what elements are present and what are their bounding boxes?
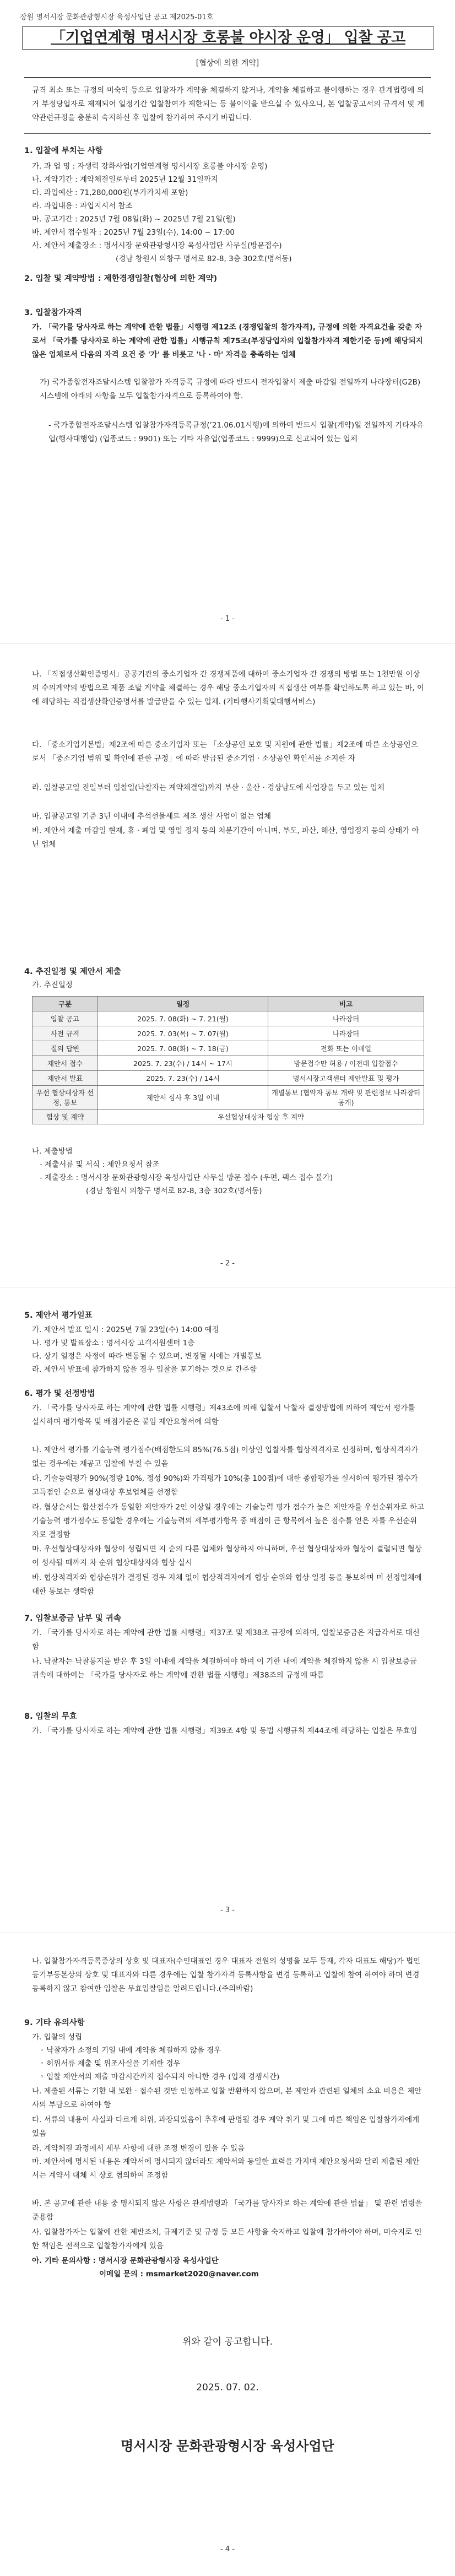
sec9-item-ga: 가. 입찰의 성립 bbox=[32, 2033, 83, 2042]
sec4-item-ga: 가. 추진일정 bbox=[32, 981, 73, 989]
table-cell: 제안서 접수 bbox=[32, 1056, 98, 1071]
table-header: 일정 bbox=[98, 997, 268, 1011]
section-2-title: 2. 입찰 및 계약방법 : 제한경쟁입찰(협상에 의한 계약) bbox=[24, 274, 218, 283]
sec3-item-ma: 마. 입찰공고일 기준 3년 이내에 추석선물세트 제조 생산 사업이 없는 업체 bbox=[32, 812, 271, 821]
table-cell: 질의 답변 bbox=[32, 1041, 98, 1056]
sec6-item: 라. 협상순서는 합산점수가 동일한 제안자가 2인 이상일 경우에는 기술능력 평가 점수가 높은 제안자를 우선순위자로 하고 기술능력 평가점수도 동일한 경우에는 기술능력의 세부평가항목 중 배점이 큰 항목에서 높은 점수를 얻은 자를 우선순위자로 결정함 bbox=[32, 1503, 424, 1539]
sec3-item-ba: 바. 제안서 제출 마감일 현재, 휴 · 폐업 및 영업 정지 등의 처분기간이 아니며, 부도, 파산, 해산, 영업정지 등의 상태가 아닌 업체 bbox=[32, 826, 419, 849]
sec6-item: 마. 우선협상대상자와 협상이 성립되면 지 순의 다른 업체와 협상하지 아니하며, 우선 협상대상자와 협상이 결렬되면 협상이 성사될 때까지 차 순위 협상대상자와 협상 실시 bbox=[32, 1545, 422, 1567]
page-number-3: - 3 - bbox=[220, 1906, 235, 1914]
intro-divider bbox=[24, 133, 431, 134]
sec9-contact: 아. 기타 문의사항 : 명서시장 문화관광형시장 육성사업단 bbox=[32, 2256, 219, 2265]
table-cell: 나라장터 bbox=[268, 1026, 424, 1041]
sec3-item-na: 나. 「직접생산확인증명서」공공기관의 중소기업자 간 경쟁제품에 대하여 중소기업자 간 경쟁의 방법 또는 1천만원 이상의 수의계약의 방법으로 제품 조달 계약을 체결하는 경우 해당 중소기업자의 직접생산 여부를 확인하도록 하고 있는 바, 이에 해당하는 직접생산확인증명서를 발급받을 수 있는 업체. (기타행사기획및대행서비스) bbox=[32, 670, 424, 706]
intro-paragraph: 규격 최소 또는 규정의 미숙익 등으로 입찰자가 계약을 체결하지 않거나, 계약을 체결하고 불이행하는 경우 관계법령에 의거 부정당업자로 제재되어 일정기간 입찰참여가 제한되는 등 불이익을 받으실 수 있사오니, 본 입찰공고서의 규격서 및 계약관련규정을 충분히 숙지하신 후 입찰에 참가하여 주시기 바랍니다. bbox=[32, 86, 424, 122]
announcement-number: 장원 명서시장 문화관광형시장 육성사업단 공고 제2025-01호 bbox=[20, 13, 214, 21]
top-divider bbox=[24, 77, 431, 78]
document-title: 「기업연계형 명서시장 호롱불 야시장 운영」 입찰 공고 bbox=[22, 26, 434, 50]
section-4-title: 4. 추진일정 및 제안서 제출 bbox=[24, 967, 121, 976]
page-break bbox=[0, 643, 455, 644]
sec6-item: 바. 협상적격자와 협상순위가 결정된 경우 지체 없이 협상적격자에게 협상 순위와 협상 일정 등을 통보하며 미 선정업체에 대한 통보는 생략함 bbox=[32, 1573, 422, 1596]
organization-name: 명서시장 문화관광형시장 육성사업단 bbox=[121, 2438, 334, 2454]
table-row bbox=[32, 1071, 424, 1086]
table-cell: 2025. 7. 23(수) / 14시 ~ 17시 bbox=[98, 1056, 268, 1071]
schedule-table bbox=[32, 996, 424, 1124]
section-5-title: 5. 제안서 평가일표 bbox=[24, 1311, 93, 1320]
sec9-item: 다. 서류의 내용이 사실과 다르게 허위, 과장되었음이 추후에 판명될 경우 계약 취기 및 그에 따른 책임은 입찰참가자에게 있음 bbox=[32, 2115, 420, 2138]
table-row bbox=[32, 1056, 424, 1071]
sec7-item: 나. 낙찰자는 낙찰통지를 받은 후 3일 이내에 계약을 체결하여야 하며 이 기한 내에 계약을 체결하지 않을 시 입찰보증금 귀속에 대하여는 「국가를 당사자로 하는 계약에 관한 법률 시행령」제38조의 규정에 따름 bbox=[32, 1657, 417, 1680]
sec3-item-ga2: - 국가종합전자조달시스템 입찰참가자격등록규정(’21.06.01시행)에 의하여 반드시 입찰(계약)일 전일까지 기타자유업(행사대행업) (업종코드 : 9901) 또는 기타 자유업(업종코드 : 9999)으로 신고되어 있는 업체 bbox=[48, 421, 424, 443]
sec4-na-sub: - 제출장소 : 명서시장 문화관광형시장 육성사업단 사무실 방문 접수 (우편, 팩스 접수 불가) bbox=[40, 1173, 333, 1182]
page-number-4: - 4 - bbox=[220, 2545, 235, 2553]
table-cell: 명서시장고객센터 제안발표 및 평가 bbox=[268, 1071, 424, 1086]
sec4-na-sub: - 제출서류 및 서식 : 제안요청서 참조 bbox=[40, 1160, 160, 1169]
closing-statement: 위와 같이 공고합니다. bbox=[182, 2336, 273, 2347]
sec6-item: 가. 「국가를 당사자로 하는 계약에 관한 법률 시행령」제43조에 의해 입찰서 낙찰자 결정방법에 의하여 제안서 평가를 실시하며 평가항목 및 배점기준은 붙임 제안요청서에 의함 bbox=[32, 1404, 415, 1426]
sec1-item: 바. 제안서 접수일자 : 2025년 7월 23일(수), 14:00 ~ 17:00 bbox=[32, 228, 235, 237]
sec9-ga-sub: ◦ 낙찰자가 소정의 기일 내에 계약을 체결하지 않을 경우 bbox=[40, 2046, 221, 2055]
sec1-item: 가. 과 업 명 : 자생력 강화사업(기업연계형 명서시장 호롱불 야시장 운영) bbox=[32, 162, 268, 171]
sec1-item: 나. 계약기간 : 계약체결일로부터 2025년 12월 31일까지 bbox=[32, 175, 219, 184]
section-6-title: 6. 평가 및 선정방법 bbox=[24, 1389, 95, 1398]
table-cell: 제안서 발표 bbox=[32, 1071, 98, 1086]
sec1-item: 라. 과업내용 : 과업지시서 참조 bbox=[32, 202, 133, 210]
sec5-item: 라. 제안서 발표에 참가하지 않을 경우 입찰을 포기하는 것으로 간주함 bbox=[32, 1365, 257, 1374]
sec1-item: 사. 제안서 제출장소 : 명서시장 문화관광형시장 육성사업단 사무실(방문접수) bbox=[32, 241, 282, 250]
page-number-2: - 2 - bbox=[220, 1259, 235, 1268]
contact-email: 이메일 문의 : msmarket2020@naver.com bbox=[99, 2270, 259, 2279]
section-7-title: 7. 입찰보증금 납부 및 귀속 bbox=[24, 1614, 121, 1623]
table-header: 구분 bbox=[32, 997, 98, 1011]
table-header-row bbox=[32, 997, 424, 1011]
sec6-item: 다. 기술능력평가 90%(정량 10%, 정성 90%)와 가격평가 10%(총 100점)에 대한 종합평가를 실시하여 평가된 점수가 고득점인 순으로 협상대상 후보업체를 선정함 bbox=[32, 1474, 418, 1497]
sec9-ga-sub: ◦ 입찰 제안서의 제출 마감시간까지 접수되지 아니한 경우 (업체 경쟁시간) bbox=[40, 2072, 280, 2081]
sec9-item: 나. 제출된 서류는 기한 내 보완 · 접수된 것만 인정하고 입찰 반환하지 않으며, 본 제안과 관련된 일체의 소요 비용은 제안사의 부담으로 하여야 함 bbox=[32, 2087, 422, 2109]
section-1-title: 1. 입찰에 부치는 사항 bbox=[24, 147, 103, 155]
sec9-item: 라. 계약체결 과정에서 세부 사항에 대한 조정 변경이 있을 수 있음 bbox=[32, 2144, 245, 2153]
sec1-address: (경남 창원시 의창구 명서로 82-8, 3층 302호(명서동) bbox=[116, 255, 292, 263]
contract-type-subtitle: [협상에 의한 계약] bbox=[196, 59, 259, 68]
sec9-ga-sub: ◦ 허위서류 제출 및 위조사실을 기재한 경우 bbox=[40, 2059, 181, 2068]
table-cell: 2025. 7. 08(화) ~ 7. 21(월) bbox=[98, 1011, 268, 1026]
table-cell: 개별통보 (협약자 통보 개략 및 관련정보 나라장터 공개) bbox=[268, 1086, 424, 1110]
table-row bbox=[32, 1110, 424, 1124]
sec3-item-ga: 가. 「국가를 당사자로 하는 계약에 관한 법률」시행령 제12조 (경쟁입찰의 참가자격), 규정에 의한 자격요건을 갖춘 자로서 「국가를 당사자로 하는 계약에 관한 법률」시행규칙 제75조(부정당업자의 입찰참가자격 제한기준 등)에 해당되지 않은 업체로서 다음의 자격 요건 중 '가' 를 비롯고 '나 · 마' 자격을 충족하는 업체 bbox=[32, 323, 423, 359]
table-cell: 2025. 7. 03(목) ~ 7. 07(월) bbox=[98, 1026, 268, 1041]
table-cell: 2025. 7. 08(화) ~ 7. 18(금) bbox=[98, 1041, 268, 1056]
sec7-item: 가. 「국가를 당사자로 하는 계약에 관한 법률 시행령」제37조 및 제38조 규정에 의하며, 입찰보증금은 지급각서로 대신함 bbox=[32, 1628, 420, 1651]
sec5-item: 가. 제안서 발표 일시 : 2025년 7월 23일(수) 14:00 예정 bbox=[32, 1325, 219, 1334]
sec1-item: 마. 공고기간 : 2025년 7월 08일(화) ~ 2025년 7월 21일(월) bbox=[32, 215, 236, 224]
table-row bbox=[32, 1086, 424, 1110]
table-cell: 우선협상대상자 협상 후 계약 bbox=[98, 1110, 424, 1124]
section-9-title: 9. 기타 유의사항 bbox=[24, 2018, 85, 2027]
sec6-item: 나. 제안서 평가를 기술능력 평가점수(배점한도의 85%(76.5점) 이상인 입찰자를 협상적격자로 선정하며, 협상적격자가 없는 경우에는 재공고 입찰에 부칠 수 있음 bbox=[32, 1446, 419, 1468]
sec5-item: 다. 상기 일정은 사정에 따라 변동될 수 있으며, 변경될 시에는 개별통보 bbox=[32, 1352, 262, 1361]
sec8-item: 가. 「국가를 당사자로 하는 계약에 관한 법률 시행령」제39조 4항 및 동법 시행규칙 제44조에 해당하는 입찰은 무효임 bbox=[32, 1727, 418, 1735]
table-cell: 나라장터 bbox=[268, 1011, 424, 1026]
announcement-date: 2025. 07. 02. bbox=[196, 2382, 259, 2393]
table-cell: 우선 협상대상자 선정, 통보 bbox=[32, 1086, 98, 1110]
sec3-item-ra: 라. 입찰공고일 전일부터 입찰일(낙찰자는 계약체결일)까지 부산 · 울산 · 경상남도에 사업장을 두고 있는 업체 bbox=[32, 783, 384, 792]
section-3-title: 3. 입찰참가자격 bbox=[24, 309, 82, 317]
sec9-item: 마. 제안서에 명시된 내용은 계약서에 명시되지 않더라도 계약서와 동일한 효력을 가지며 제안요청서와 달리 제출된 제안서는 계약서 대체 시 상호 협의하여 조정함 bbox=[32, 2157, 420, 2180]
table-cell: 방문접수만 허용 / 이전대 입찰접수 bbox=[268, 1056, 424, 1071]
table-cell: 입찰 공고 bbox=[32, 1011, 98, 1026]
table-header: 비고 bbox=[268, 997, 424, 1011]
table-cell: 협상 및 계약 bbox=[32, 1110, 98, 1124]
sec4-item-na: 나. 제출방법 bbox=[32, 1147, 73, 1156]
sec9-item: 사. 입찰참가자는 입찰에 관한 제반조치, 규제기준 및 규정 등 모든 사항을 숙지하고 입찰에 참가하여야 하며, 미숙지로 인한 책임은 전적으로 입찰참가자에게 있음 bbox=[32, 2228, 422, 2250]
table-row bbox=[32, 1011, 424, 1026]
sec9-item: 바. 본 공고에 관한 내용 중 명시되지 않은 사항은 관계법령과 「국가를 당사자로 하는 계약에 관한 법률」 및 관련 법령을 준용함 bbox=[32, 2199, 422, 2222]
table-cell: 제안서 심사 후 3일 이내 bbox=[98, 1086, 268, 1110]
table-cell: 전화 또는 이메일 bbox=[268, 1041, 424, 1056]
sec3-item-da: 다. 「중소기업기본법」제2조에 따른 중소기업자 또는 「소상공인 보호 및 지원에 관한 법률」제2조에 따른 소상공인으로서 「중소기업 범위 및 확인에 관한 규정」에 따라 발급된 중소기업 · 소상공인 확인서를 소지한 자 bbox=[32, 740, 418, 763]
table-cell: 2025. 7. 23(수) / 14시 bbox=[98, 1071, 268, 1086]
sec8-item-na: 나. 입찰참가자격등록증상의 상호 및 대표자(수인대표인 경우 대표자 전원의 성명을 모두 등재, 각자 대표도 해당)가 법인등기부등본상의 상호 및 대표자와 다른 경우에는 입찰 참가자격 등록사항을 변경 등록하고 입찰에 참여 하여야 하며 변경등록하지 않고 참여한 입찰은 무효입찰임을 알려드립니다.(주의바람) bbox=[32, 1957, 421, 1993]
table-cell: 사전 규격 bbox=[32, 1026, 98, 1041]
page-number-1: - 1 - bbox=[220, 615, 235, 623]
section-8-title: 8. 입찰의 무효 bbox=[24, 1712, 77, 1721]
sec4-na-sub: (경남 창원시 의창구 명서로 82-8, 3층 302호(명서동) bbox=[86, 1187, 262, 1195]
table-row bbox=[32, 1041, 424, 1056]
table-row bbox=[32, 1026, 424, 1041]
sec3-item-ga1: 가) 국가종합전자조달시스템 입찰참가 자격등록 규정에 따라 반드시 전자입찰서 제출 마감일 전일까지 나라장터(G2B) 시스템에 아래의 사항을 모두 입찰참가자격으로 등록하여야 함. bbox=[40, 378, 421, 401]
sec5-item: 나. 평가 및 발표장소 : 명서시장 고객지원센터 1층 bbox=[32, 1339, 195, 1347]
sec1-item: 다. 과업예산 : 71,280,000원(부가가치세 포함) bbox=[32, 188, 188, 197]
